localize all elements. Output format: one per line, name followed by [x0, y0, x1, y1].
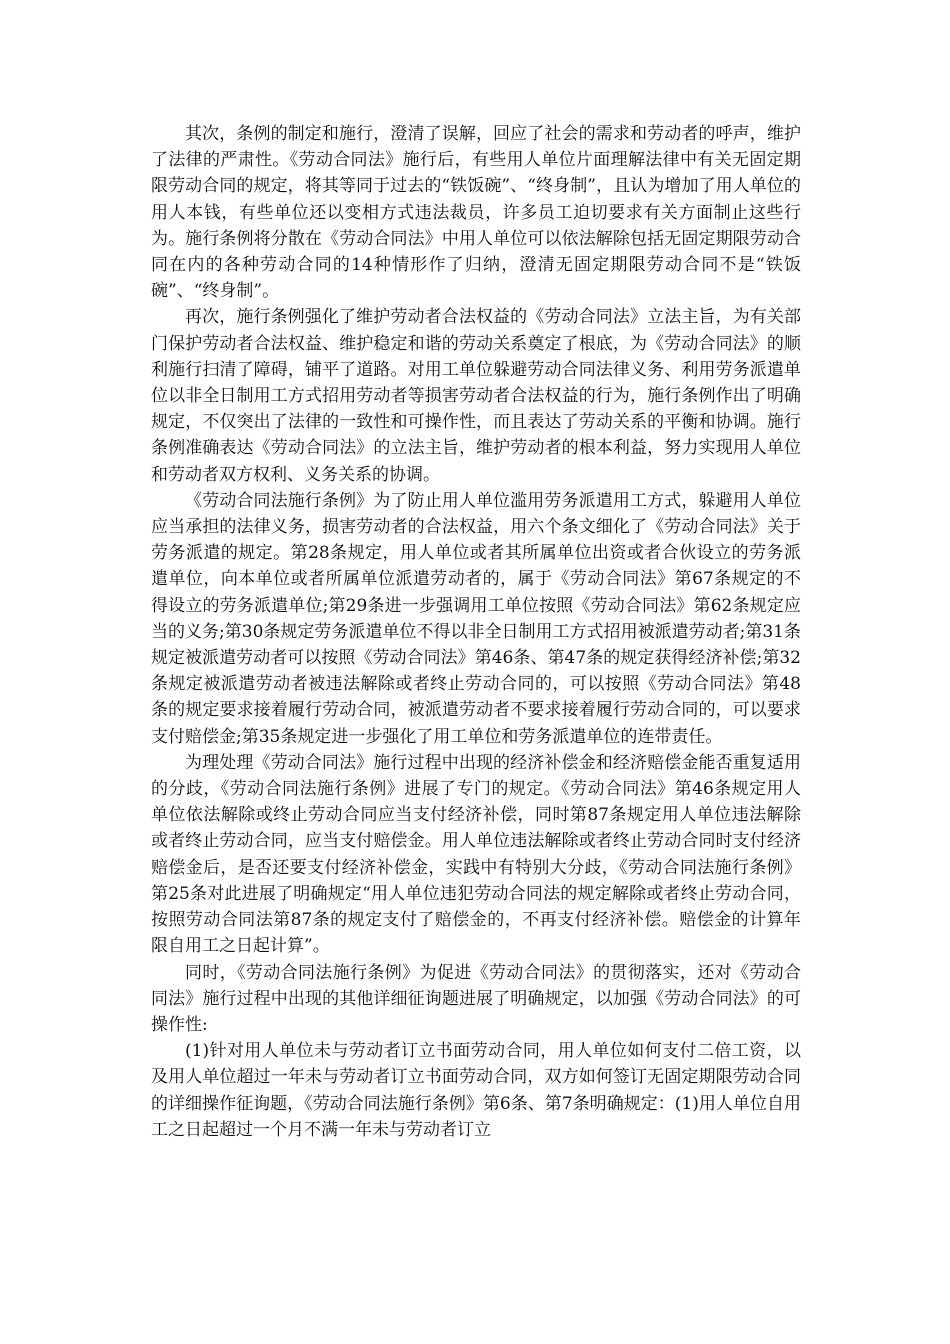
paragraph-2: 再次，施行条例强化了维护劳动者合法权益的《劳动合同法》立法主旨，为有关部门保护劳动者合法权益、维护稳定和谐的劳动关系奠定了根底，为《劳动合同法》的顺利施行扫清了障碍，铺平了道路。对用工单位躲避劳动合同法律义务、利用劳务派遣单位以非全日制用工方式招用劳动者等损害劳动者合法权益的行为，施行条例作出了明确规定，不仅突出了法律的一致性和可操作性，而且表达了劳动关系的平衡和协调。施行条例准确表达《劳动合同法》的立法主旨，维护劳动者的根本利益，努力实现用人单位和劳动者双方权利、义务关系的协调。	[151, 307, 801, 485]
paragraph-4: 为理处理《劳动合同法》施行过程中出现的经济补偿金和经济赔偿金能否重复适用的分歧，《劳动合同法施行条例》进展了专门的规定。《劳动合同法》第46条规定用人单位依法解除或终止劳动合同应当支付经济补偿，同时第87条规定用人单位违法解除或者终止劳动合同，应当支付赔偿金。用人单位违法解除或者终止劳动合同时支付经济赔偿金后，是否还要支付经济补偿金，实践中有特别大分歧，《劳动合同法施行条例》第25条对此进展了明确规定“用人单位违犯劳动合同法的规定解除或者终止劳动合同，按照劳动合同法第87条的规定支付了赔偿金的，不再支付经济补偿。赔偿金的计算年限自用工之日起计算”。	[151, 752, 801, 957]
paragraph-3: 《劳动合同法施行条例》为了防止用人单位滥用劳务派遣用工方式，躲避用人单位应当承担的法律义务，损害劳动者的合法权益，用六个条文细化了《劳动合同法》关于劳务派遣的规定。第28条规定，用人单位或者其所属单位出资或者合伙设立的劳务派遣单位，向本单位或者所属单位派遣劳动者的，属于《劳动合同法》第67条规定的不得设立的劳务派遣单位;第29条进一步强调用工单位按照《劳动合同法》第62条规定应当的义务;第30条规定劳务派遣单位不得以非全日制用工方式招用被派遣劳动者;第31条规定被派遣劳动者可以按照《劳动合同法》第46条、第47条的规定获得经济补偿;第32条规定被派遣劳动者被违法解除或者终止劳动合同的，可以按照《劳动合同法》第48条的规定要求接着履行劳动合同，被派遣劳动者不要求接着履行劳动合同的，可以要求支付赔偿金;第35条规定进一步强化了用工单位和劳务派遣单位的连带责任。	[151, 490, 801, 747]
paragraph-5: 同时，《劳动合同法施行条例》为促进《劳动合同法》的贯彻落实，还对《劳动合同法》施行过程中出现的其他详细征询题进展了明确规定，以加强《劳动合同法》的可操作性:	[151, 962, 801, 1035]
paragraph-1: 其次，条例的制定和施行，澄清了误解，回应了社会的需求和劳动者的呼声，维护了法律的严肃性。《劳动合同法》施行后，有些用人单位片面理解法律中有关无固定期限劳动合同的规定，将其等同于过去的“铁饭碗”、“终身制”，且认为增加了用人单位的用人本钱，有些单位还以变相方式违法裁员，许多员工迫切要求有关方面制止这些行为。施行条例将分散在《劳动合同法》中用人单位可以依法解除包括无固定期限劳动合同在内的各种劳动合同的14种情形作了归纳，澄清无固定期限劳动合同不是“铁饭碗”、“终身制”。	[151, 124, 801, 302]
document-body	[151, 121, 801, 1143]
paragraph-6: (1)针对用人单位未与劳动者订立书面劳动合同，用人单位如何支付二倍工资，以及用人单位超过一年未与劳动者订立书面劳动合同，双方如何签订无固定期限劳动合同的详细操作征询题，《劳动合同法施行条例》第6条、第7条明确规定：(1)用人单位自用工之日起超过一个月不满一年未与劳动者订立	[151, 1041, 801, 1140]
